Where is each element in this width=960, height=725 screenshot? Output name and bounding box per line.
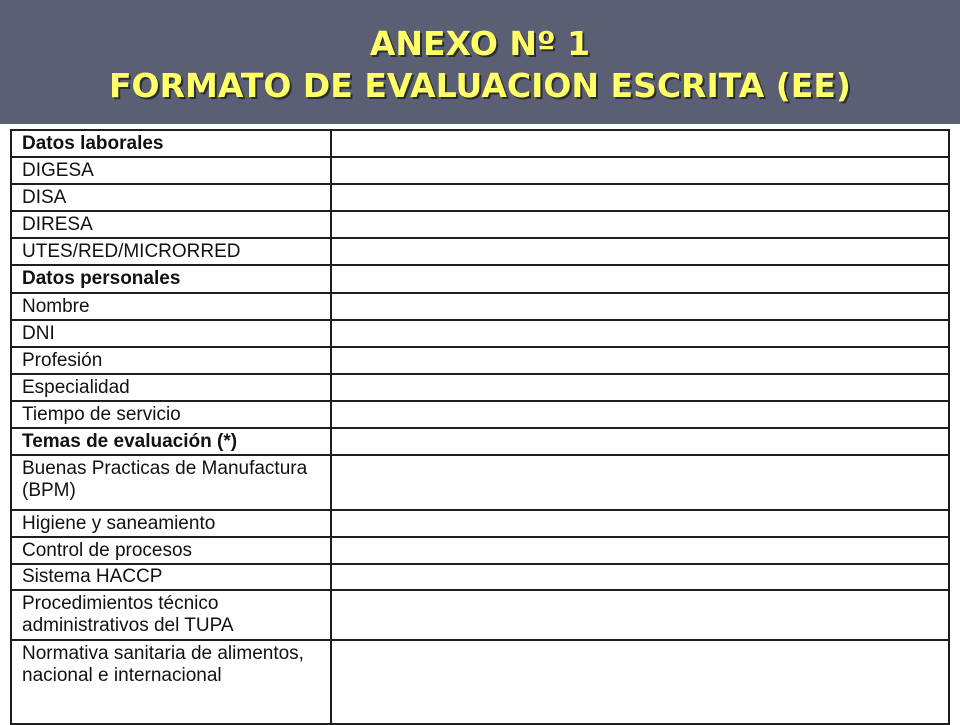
table-row (11, 590, 949, 640)
annex-title: ANEXO Nº 1 (369, 24, 591, 63)
value-cell[interactable] (331, 211, 949, 238)
field-label: Especialidad (11, 374, 331, 401)
table-row (11, 374, 949, 401)
field-label: DNI (11, 320, 331, 347)
field-label: Normativa sanitaria de alimentos, nacional e internacional (11, 640, 331, 724)
field-label: Profesión (11, 347, 331, 374)
table-row (11, 238, 949, 265)
field-label: DIRESA (11, 211, 331, 238)
table-row (11, 320, 949, 347)
table-row (11, 211, 949, 238)
field-label: Sistema HACCP (11, 564, 331, 590)
field-label: Higiene y saneamiento (11, 510, 331, 537)
value-cell[interactable] (331, 347, 949, 374)
section-heading: Temas de evaluación (*) (11, 428, 331, 455)
table-row (11, 510, 949, 537)
table-row (11, 157, 949, 184)
section-row-datos-personales (11, 265, 949, 293)
section-heading: Datos laborales (11, 130, 331, 157)
value-cell[interactable] (331, 510, 949, 537)
table-row (11, 640, 949, 724)
field-label: Tiempo de servicio (11, 401, 331, 428)
table-row (11, 184, 949, 211)
value-cell[interactable] (331, 455, 949, 510)
table-row (11, 564, 949, 590)
field-label: UTES/RED/MICRORRED (11, 238, 331, 265)
value-cell[interactable] (331, 537, 949, 564)
field-label: DIGESA (11, 157, 331, 184)
value-cell[interactable] (331, 590, 949, 640)
value-cell[interactable] (331, 265, 949, 293)
value-cell[interactable] (331, 401, 949, 428)
value-cell[interactable] (331, 320, 949, 347)
table-row (11, 347, 949, 374)
field-label: Control de procesos (11, 537, 331, 564)
section-heading: Datos personales (11, 265, 331, 293)
table-row (11, 455, 949, 510)
value-cell[interactable] (331, 374, 949, 401)
table-row (11, 537, 949, 564)
value-cell[interactable] (331, 157, 949, 184)
evaluation-form-table (10, 129, 950, 725)
field-label: Procedimientos técnico administrativos del TUPA (11, 590, 331, 640)
field-label: Buenas Practicas de Manufactura (BPM) (11, 455, 331, 510)
field-label: DISA (11, 184, 331, 211)
value-cell[interactable] (331, 640, 949, 724)
value-cell[interactable] (331, 238, 949, 265)
value-cell[interactable] (331, 293, 949, 320)
value-cell[interactable] (331, 184, 949, 211)
title-banner (0, 0, 960, 124)
table-row (11, 401, 949, 428)
form-title: FORMATO DE EVALUACION ESCRITA (EE) (109, 66, 851, 105)
value-cell[interactable] (331, 428, 949, 455)
value-cell[interactable] (331, 130, 949, 157)
value-cell[interactable] (331, 564, 949, 590)
section-row-datos-laborales (11, 130, 949, 157)
table-row (11, 293, 949, 320)
section-row-temas-de-evaluacion (11, 428, 949, 455)
field-label: Nombre (11, 293, 331, 320)
